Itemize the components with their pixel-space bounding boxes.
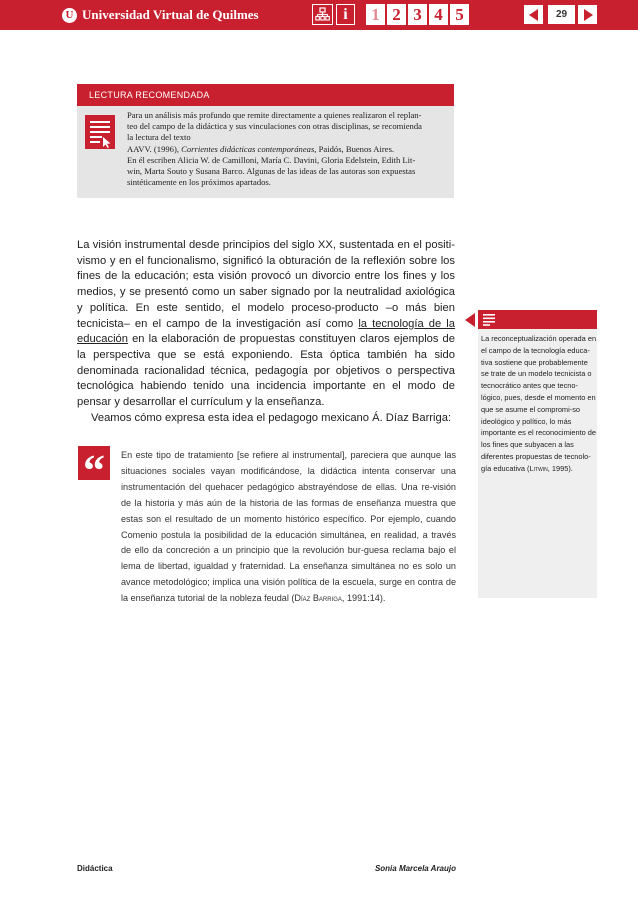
paragraph-2: Veamos cómo expresa esta idea el pedagogo mexicano Á. Díaz Barriga:	[91, 411, 452, 424]
unit-4-button[interactable]: 4	[429, 4, 448, 25]
info-icon: i	[343, 5, 348, 23]
reading-line: En él escriben Alicia W. de Camilloni, María C. Davini, Gloria Edelstein, Edith Lit-	[127, 154, 416, 165]
prev-arrow-icon	[528, 9, 540, 21]
sitemap-icon	[315, 7, 330, 22]
unit-5-button[interactable]: 5	[450, 4, 469, 25]
glossary-link[interactable]: la tecnología de la educación	[77, 317, 456, 346]
reading-line: teo del campo de la didáctica y sus vinculaciones con otras disciplinas, se recomienda	[127, 121, 422, 132]
recommended-reading-box	[77, 84, 454, 198]
unit-2-button[interactable]: 2	[387, 4, 406, 25]
reading-title: LECTURA RECOMENDADA	[77, 84, 454, 106]
side-note-pointer	[465, 313, 475, 327]
info-button[interactable]	[336, 4, 355, 25]
side-citation-author: Litwin	[529, 463, 548, 473]
unit-1-button[interactable]: 1	[366, 4, 385, 25]
reading-text	[127, 110, 449, 188]
page-number: 29	[548, 5, 575, 24]
quote-body: En este tipo de tratamiento [se refiere al instrumental], pareciera que aunque las situaciones sociales vayan modificándose, la didáctica intenta conservar una instrumentación del quehacer pedagógico abstrayéndose de ellas. Una re-visión de la historia y más aún de la historia de las formas de enseñanza muestra que estas son el resultado de un momento histórico específico. Por ejemplo, cuando Comenio postula la posibilidad de la educación simultánea, en realidad, a través de ello da concreción a un principio que la revolución bur-guesa reclama bajo el lema de libertad, igualdad y fraternidad. La enseñanza simultánea no es solo un avance metodológico; implica una visión política de la escuela, surge en contra de la enseñanza tutorial de la nobleza feudal (	[121, 450, 456, 604]
university-name: Universidad Virtual de Quilmes	[82, 7, 259, 22]
next-page-button[interactable]	[578, 5, 597, 24]
paragraph-1: La visión instrumental desde principios del siglo XX, sustentada en el positi-vismo y en el funcionalismo, significó la obturación de la reflexión sobre los fines de la educación; esta visión provocó un divorcio entre los fines y los medios, y se presentó como un saber signado por la neutralidad axiológica y política. En este sentido, el modelo proceso-producto –o más bien tecnicista– en el campo de la investigación así como la tecnología de la educación en la elaboración de propuestas constituyen claros ejemplos de la perspectiva que se está exponiendo. Esta óptica también ha sido denominada racionalidad técnica, pedagogía por objetivos o perspectiva tecnológica habiendo tenido una incidencia importante en el modo de pensar y desarrollar el currículum y la enseñanza.	[77, 239, 456, 409]
top-bar	[0, 0, 638, 30]
prev-page-button[interactable]	[524, 5, 543, 24]
main-text	[77, 238, 455, 426]
quote-citation-author: Díaz Barriga	[294, 593, 342, 604]
block-quote	[121, 448, 456, 607]
document-cursor-icon	[85, 115, 115, 149]
unit-3-button[interactable]: 3	[408, 4, 427, 25]
logo-emblem: U	[62, 8, 77, 23]
reading-line: sintéticamente en los próximos apartados.	[127, 177, 271, 188]
reading-line: Para un análisis más profundo que remite directamente a quienes realizaron el replan-	[127, 110, 422, 120]
reference-publisher: Paidós, Buenos Aires.	[318, 143, 395, 154]
quote-citation-rest: , 1991:14).	[341, 593, 386, 604]
quote-icon: “	[78, 446, 110, 480]
note-lines-icon	[482, 313, 496, 326]
reference-authors: AAVV. (1996),	[127, 143, 179, 154]
side-note-text: La reconceptualización operada en el campo de la tecnología educa-tiva sostiene que probablemente se trate de un modelo tecnicista o tecnocrático antes que tecno-lógico, pues, desde el momento en que se asume el compromi-so ideológico y político, lo más importante es el reconocimiento de los fines que subyacen a las diferentes propuestas de tecnolo-gía educativa (Litwin, 1995).	[481, 334, 597, 473]
reading-reference	[127, 144, 449, 155]
university-logo[interactable]	[62, 7, 259, 23]
reference-title: Corrientes didácticas contemporáneas,	[181, 143, 317, 154]
reading-line: win, Marta Souto y Susana Barco. Algunas de las ideas de las autoras son expuestas	[127, 166, 416, 177]
next-arrow-icon	[582, 9, 594, 21]
reading-line: la lectura del texto	[127, 132, 191, 143]
footer-course: Didáctica	[77, 864, 113, 873]
footer-author: Sonia Marcela Araujo	[374, 864, 456, 873]
sitemap-button[interactable]	[312, 4, 333, 25]
side-note-header	[478, 310, 597, 329]
